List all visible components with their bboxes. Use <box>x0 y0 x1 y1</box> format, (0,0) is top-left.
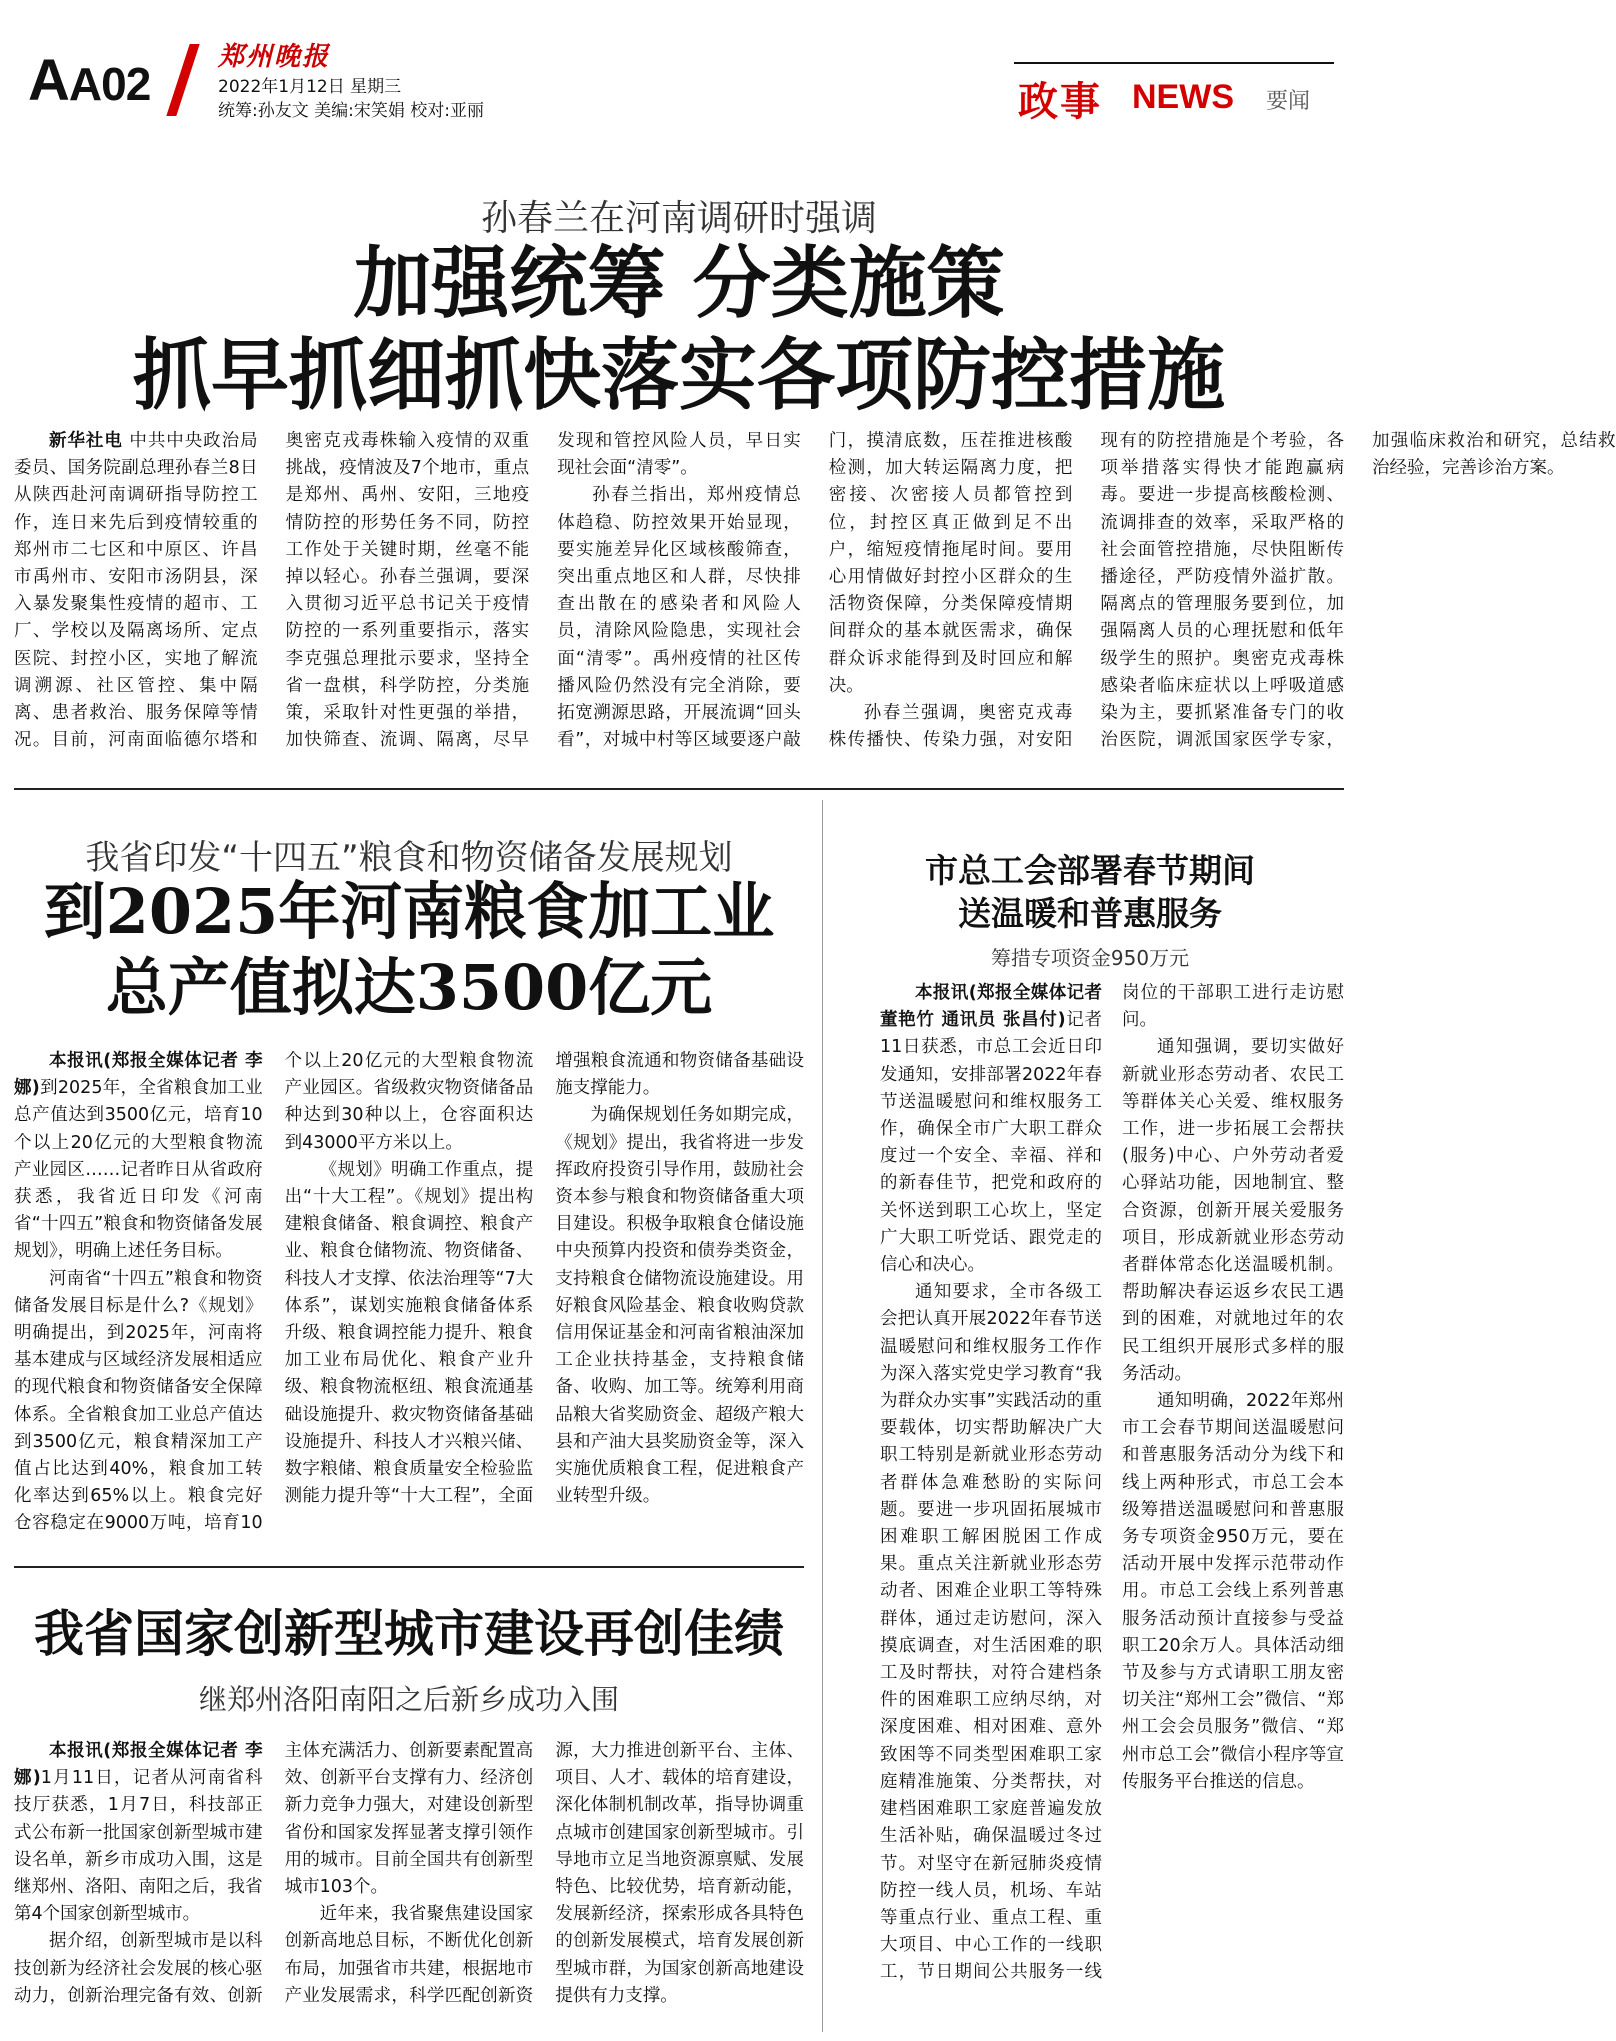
article1-lead: 新华社电 <box>49 431 123 451</box>
article1-para: 孙春兰强调，奥密克戎毒株传播快、传染力强，对安阳现有的防控措施是个考验，各项举措落实得快才能跑赢病毒。要进一步提高核酸检测、流调排查的效率，采取严格的社会面管控措施，尽快阻断传播途径，严防疫情外溢扩散。隔离点的管理服务要到位，加强隔离人员的心理抚慰和低年级学生的照护。奥密克戎毒株感染者临床症状以上呼吸道感染为主，要抓紧准备专门的收治医院，调派国家医学专家，加强临床救治和研究，总结救治经验，完善诊治方案。 <box>828 431 1616 751</box>
article3-para: 近年来，我省聚焦建设国家创新高地总目标，不断优化创新布局，加强省市共建，根据地市产业发展需求，科学匹配创新资源，大力推进创新平台、主体、项目、人才、载体的培育建设，深化体制机制改革，指导协调重点城市创建国家创新型城市。引导地市立足当地资源禀赋、发展特色、比较优势，培育新动能，发展新经济，探索形成各具特色的创新发展模式，培育发展创新型城市群，为国家创新高地建设提供有力支撑。 <box>284 1741 804 2006</box>
article4-lead: 本报讯(郑报全媒体记者 董艳竹 通讯员 张昌付) <box>880 983 1102 1031</box>
issue-date: 2022年1月12日 星期三 <box>218 77 402 97</box>
staff-credits: 统筹:孙友文 美编:宋笑娟 校对:亚丽 <box>218 101 484 121</box>
masthead-logo: 郑州晚报 <box>218 42 331 72</box>
article1-body <box>14 428 1616 768</box>
section-label <box>1014 62 1334 125</box>
article4-para: 记者11日获悉，市总工会近日印发通知，安排部署2022年春节送温暖慰问和维权服务工作，确保全市广大职工群众度过一个安全、幸福、祥和的新春佳节，把党和政府的关怀送到职工心坎上，坚定广大职工听党话、跟党走的信心和决心。 <box>880 1010 1102 1276</box>
red-slash-decoration <box>166 44 199 116</box>
article2-lead: 本报讯(郑报全媒体记者 李娜) <box>14 1051 263 1099</box>
article4-headline-1: 市总工会部署春节期间 <box>925 851 1255 890</box>
article2-headline-2: 总产值拟达3500亿元 <box>105 951 713 1024</box>
article2-para: 河南省“十四五”粮食和物资储备发展目标是什么?《规划》明确提出，到2025年，河南将基本建成与区域经济发展相适应的现代粮食和物资储备安全保障体系。全省粮食加工业总产值达到3500亿元，粮食精深加工产值占比达到40%，粮食加工转化率达到65%以上。粮食完好仓容稳定在9000万吨，培育10个以上20亿元的大型粮食物流产业园区。省级救灾物资储备品种达到30种以上，仓容面积达到43000平方米以上。 <box>14 1051 534 1534</box>
article1-para: 孙春兰指出，郑州疫情总体趋稳、防控效果开始显现，要实施差异化区域核酸筛查，突出重点地区和人群，尽快排查出散在的感染者和风险人员，清除风险隐患，实现社会面“清零”。禹州疫情的社区传播风险仍然没有完全消除，要拓宽溯源思路，开展流调“回头看”，对城中村等区域要逐户敲门，摸清底数，压茬推进核酸检测，加大转运隔离力度，把密接、次密接人员都管控到位，封控区真正做到足不出户，缩短疫情拖尾时间。要用心用情做好封控小区群众的生活物资保障，分类保障疫情期间群众的基本就医需求，确保群众诉求能得到及时回应和解决。 <box>557 431 1073 751</box>
article3-lead: 本报讯(郑报全媒体记者 李娜) <box>14 1741 263 1789</box>
article4-para: 通知明确，2022年郑州市工会春节期间送温暖慰问和普惠服务活动分为线下和线上两种形式，市总工会本级筹措送温暖慰问和普惠服务专项资金950万元，要在活动开展中发挥示范带动作用。市总工会线上系列普惠服务活动预计直接参与受益职工20余万人。具体活动细节及参与方式请职工朋友密切关注“郑州工会”微信、“郑州工会会员服务”微信、“郑州市总工会”微信小程序等宣传服务平台推送的信息。 <box>1122 1391 1344 1792</box>
article2-headline-1: 到2025年河南粮食加工业 <box>43 875 775 948</box>
article4-body <box>880 980 1344 2032</box>
article1-kicker: 孙春兰在河南调研时强调 <box>480 198 877 239</box>
article2-kicker: 我省印发“十四五”粮食和物资储备发展规划 <box>85 838 733 878</box>
article1-headline-2: 抓早抓细抓快落实各项防控措施 <box>132 331 1225 421</box>
article2-body <box>14 1048 804 1548</box>
column-divider <box>822 800 823 2032</box>
divider <box>14 788 1344 790</box>
article1-headline-1: 加强统筹 分类施策 <box>353 239 1005 329</box>
article4-para: 通知强调，要切实做好新就业形态劳动者、农民工等群体关心关爱、维权服务工作，进一步拓展工会帮扶(服务)中心、户外劳动者爱心驿站功能，因地制宜、整合资源，创新开展关爱服务项目，形成新就业形态劳动者群体常态化送温暖机制。帮助解决春运返乡农民工遇到的困难，对就地过年的农民工组织开展形式多样的服务活动。 <box>1122 1037 1344 1384</box>
article3-deck: 继郑州洛阳南阳之后新乡成功入围 <box>198 1683 619 1716</box>
article1-para: 中共中央政治局委员、国务院副总理孙春兰8日从陕西赴河南调研指导防控工作，连日来先后到疫情较重的郑州市二七区和中原区、许昌市禹州市、安阳市汤阴县，深入暴发聚集性疫情的超市、工厂、学校以及隔离场所、定点医院、封控小区，实地了解流调溯源、社区管控、集中隔离、患者救治、服务保障等情况。目前，河南面临德尔塔和奥密克戎毒株输入疫情的双重挑战，疫情波及7个地市，重点是郑州、禹州、安阳，三地疫情防控的形势任务不同，防控工作处于关键时期，丝毫不能掉以轻心。孙春兰强调，要深入贯彻习近平总书记关于疫情防控的一系列重要指示，落实李克强总理批示要求，坚持全省一盘棋，科学防控，分类施策，采取针对性更强的举措，加快筛查、流调、隔离，尽早发现和管控风险人员，早日实现社会面“清零”。 <box>14 431 801 751</box>
article3-para: 据介绍，创新型城市是以科技创新为经济社会发展的核心驱动力，创新治理完备有效、创新主体充满活力、创新要素配置高效、创新平台支撑有力、经济创新力竞争力强大，对建设创新型省份和国家发挥显著支撑引领作用的城市。目前全国共有创新型城市103个。 <box>14 1741 534 2006</box>
page-header <box>0 0 1358 125</box>
section-en: NEWS <box>1132 78 1234 116</box>
article2-para: 《规划》明确工作重点，提出“十大工程”。《规划》提出构建粮食储备、粮食调控、粮食产业、粮食仓储物流、物资储备、科技人才支撑、依法治理等“7大体系”，谋划实施粮食储备体系升级、粮食调控能力提升、粮食加工业布局优化、粮食产业升级、粮食物流枢纽、粮食流通基础设施提升、救灾物资储备基础设施提升、科技人才兴粮兴储、数字粮储、粮食质量安全检验监测能力提升等“十大工程”，全面增强粮食流通和物资储备基础设施支撑能力。 <box>284 1051 804 1507</box>
article3-headline: 我省国家创新型城市建设再创佳绩 <box>34 1604 784 1663</box>
section-cn: 政事 <box>1018 79 1102 125</box>
divider <box>14 1566 804 1568</box>
article3-body <box>14 1738 804 2032</box>
section-tag: 要闻 <box>1266 89 1311 114</box>
article2-para: 为确保规划任务如期完成，《规划》提出，我省将进一步发挥政府投资引导作用，鼓励社会资本参与粮食和物资储备重大项目建设。积极争取粮食仓储设施中央预算内投资和债券类资金，支持粮食仓储物流设施建设。用好粮食风险基金、粮食收购贷款信用保证基金和河南省粮油深加工企业扶持基金，支持粮食储备、收购、加工等。统筹利用商品粮大省奖励资金、超级产粮大县和产油大县奖励资金等，深入实施优质粮食工程，促进粮食产业转型升级。 <box>555 1105 804 1507</box>
article3-para: 1月11日，记者从河南省科技厅获悉，1月7日，科技部正式公布新一批国家创新型城市建设名单，新乡市成功入围，这是继郑州、洛阳、南阳之后，我省第4个国家创新型城市。 <box>14 1768 263 1925</box>
article4-para: 通知要求，全市各级工会把认真开展2022年春节送温暖慰问和维权服务工作作为深入落实党史学习教育“我为群众办实事”实践活动的重要载体，切实帮助解决广大职工特别是新就业形态劳动者群体急难愁盼的实际问题。要进一步巩固拓展城市困难职工解困脱困工作成果。重点关注新就业形态劳动者、困难企业职工等特殊群体，通过走访慰问，深入摸底调查，对生活困难的职工及时帮扶，对符合建档条件的困难职工应纳尽纳，对深度困难、相对困难、意外致困等不同类型困难职工家庭精准施策、分类帮扶，对建档困难职工家庭普遍发放生活补贴，确保温暖过冬过节。对坚守在新冠肺炎疫情防控一线人员，机场、车站等重点行业、重点工程、重大项目、中心工作的一线职工，节日期间公共服务一线岗位的干部职工进行走访慰问。 <box>880 983 1344 1983</box>
article4-headline-2: 送温暖和普惠服务 <box>958 894 1222 933</box>
article2-para: 到2025年，全省粮食加工业总产值达到3500亿元，培育10个以上20亿元的大型粮食物流产业园区……记者昨日从省政府获悉，我省近日印发《河南省“十四五”粮食和物资储备发展规划》，明确上述任务目标。 <box>14 1078 263 1262</box>
article4-deck: 筹措专项资金950万元 <box>990 946 1190 970</box>
page-number: AA02 <box>28 48 151 113</box>
